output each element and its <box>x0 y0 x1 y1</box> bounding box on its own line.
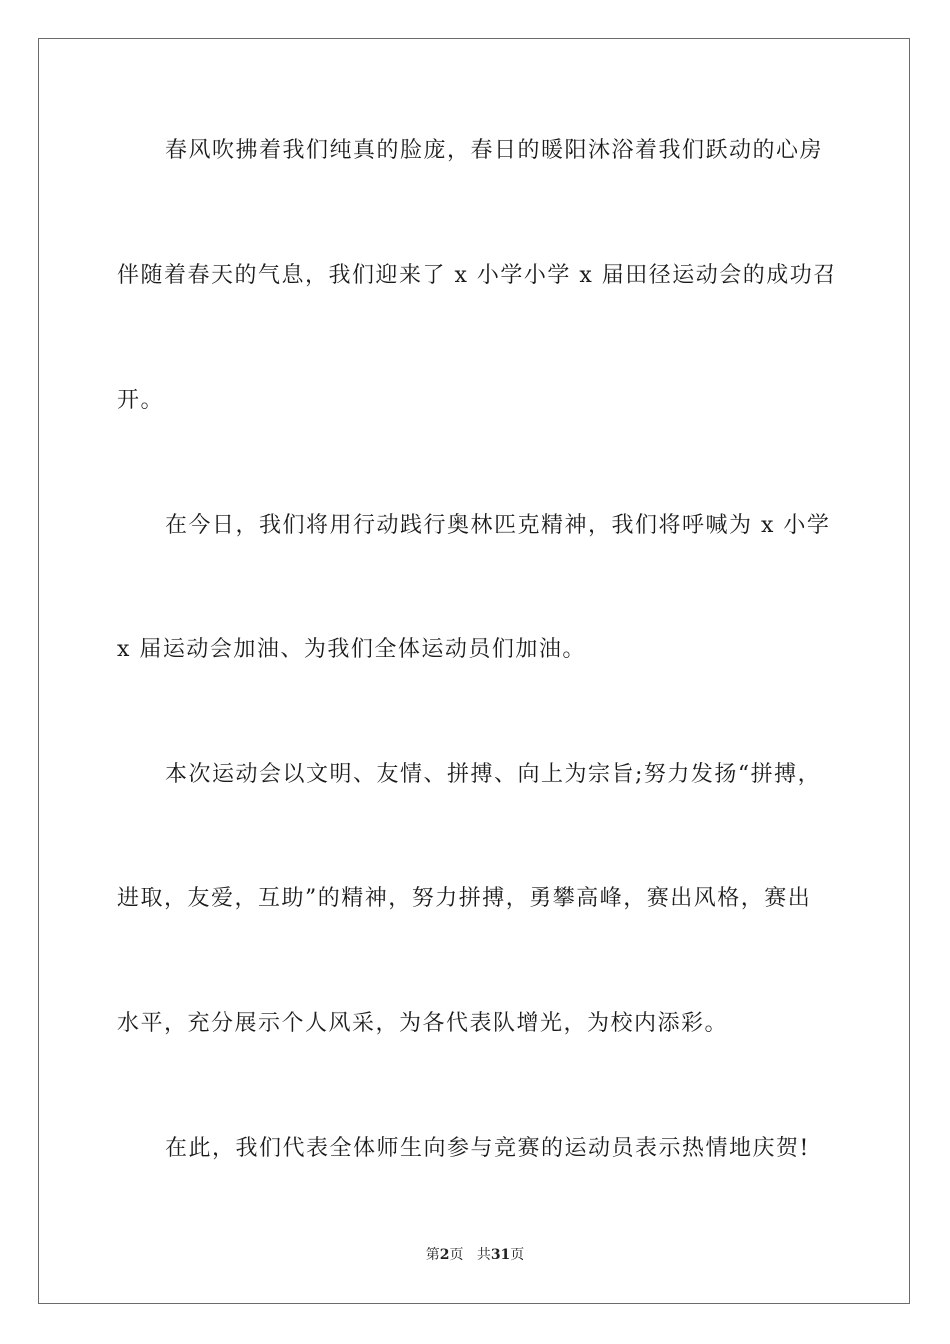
paragraph-1-line-1: 春风吹拂着我们纯真的脸庞，春日的暖阳沐浴着我们跃动的心房 <box>165 138 824 163</box>
paragraph-3-line-3: 水平，充分展示个人风采，为各代表队增光，为校内添彩。 <box>117 1011 729 1036</box>
paragraph-3-line-2: 进取，友爱，互助”的精神，努力拼搏，勇攀高峰，赛出风格，赛出 <box>117 886 812 911</box>
paragraph-3-line-1: 本次运动会以文明、友情、拼搏、向上为宗旨;努力发扬“拼搏， <box>165 762 822 787</box>
page-footer <box>0 1246 950 1264</box>
paragraph-1-line-2: 伴随着春天的气息，我们迎来了 x 小学小学 x 届田径运动会的成功召 <box>117 263 837 288</box>
total-suffix: 页 <box>510 1247 525 1263</box>
paragraph-2-line-1: 在今日，我们将用行动践行奥林匹克精神，我们将呼喊为 x 小学 <box>165 513 831 538</box>
page-border <box>38 38 910 1304</box>
paragraph-4-line-1: 在此，我们代表全体师生向参与竞赛的运动员表示热情地庆贺! <box>165 1136 810 1161</box>
page-prefix: 第 <box>425 1247 440 1263</box>
paragraph-1-line-3: 开。 <box>117 388 165 413</box>
page-number: 2 <box>439 1247 450 1263</box>
page-suffix: 页 <box>449 1247 464 1263</box>
total-pages: 31 <box>490 1247 511 1263</box>
total-prefix: 共 <box>476 1247 491 1263</box>
paragraph-2-line-2: x 届运动会加油、为我们全体运动员们加油。 <box>117 637 586 662</box>
